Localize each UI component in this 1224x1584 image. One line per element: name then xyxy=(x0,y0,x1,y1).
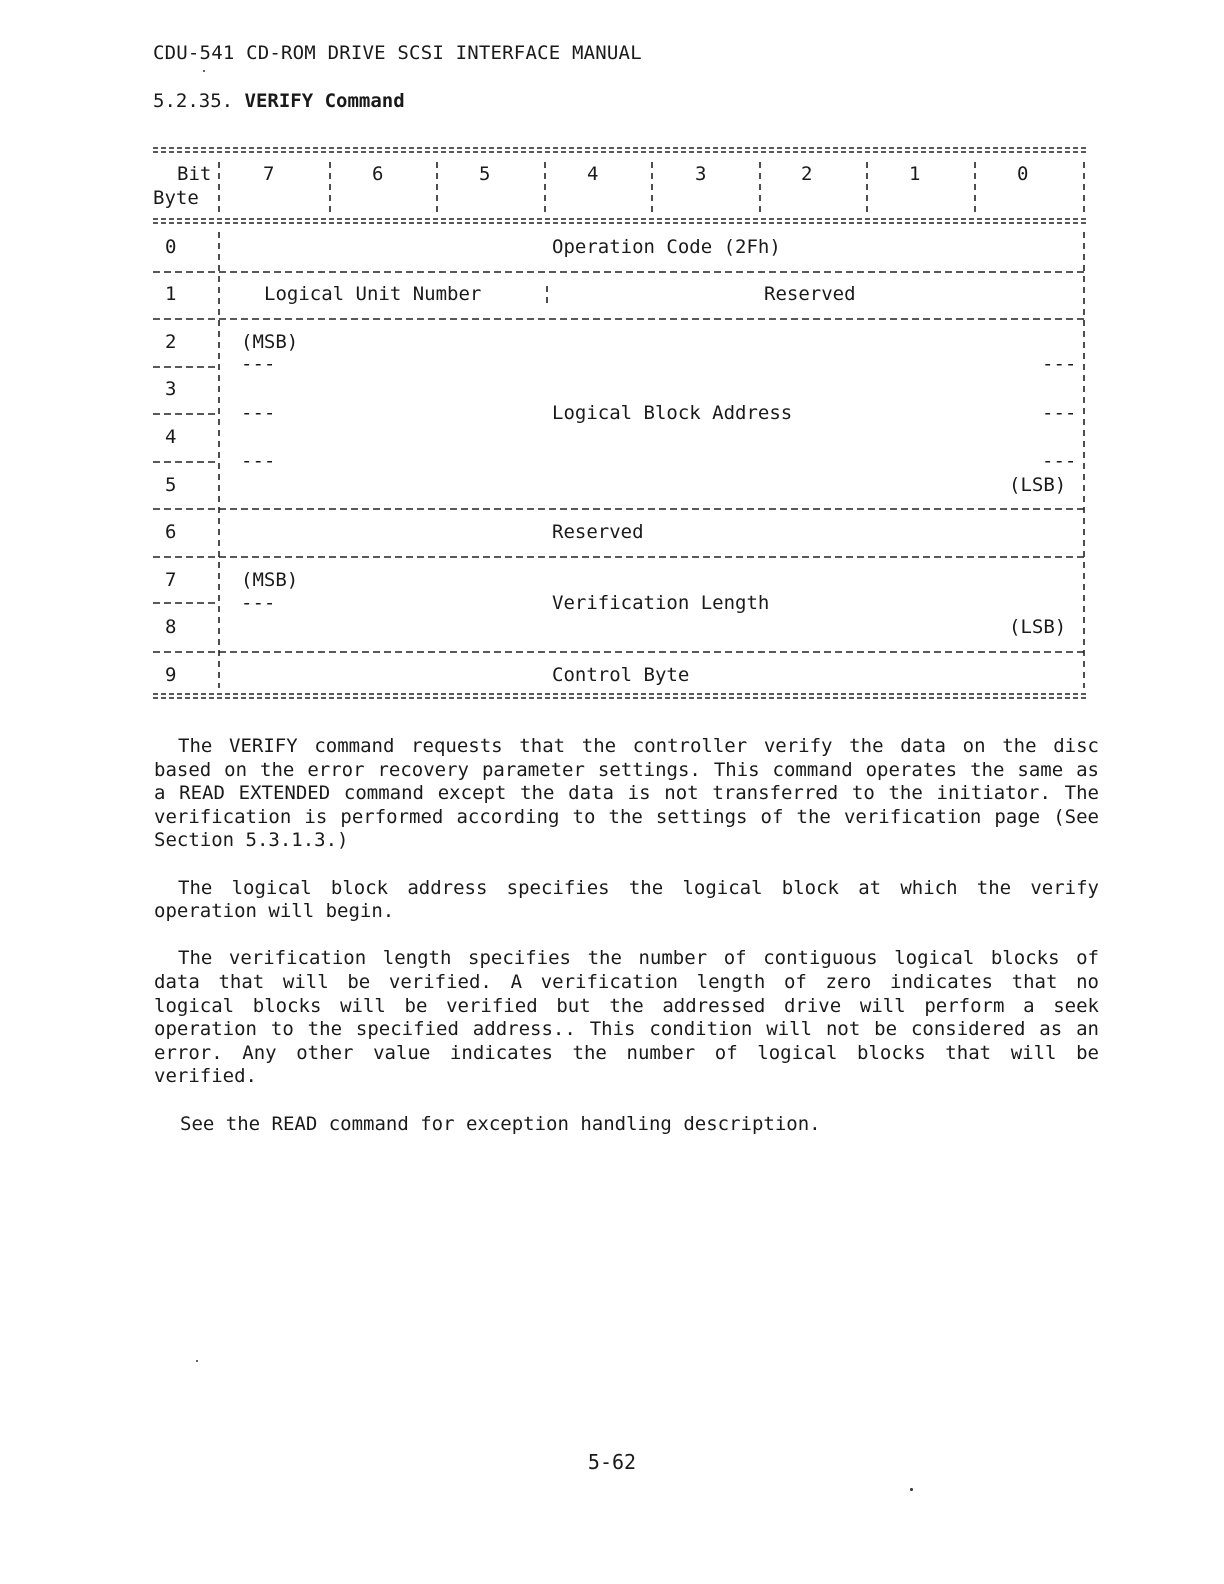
command-descriptor-table xyxy=(153,140,1091,710)
page-number: 5-62 xyxy=(587,1450,637,1474)
manual-title: CDU-541 CD-ROM DRIVE SCSI INTERFACE MANUAL xyxy=(153,42,642,64)
reserved-byte6-field: Reserved xyxy=(552,521,644,543)
operation-code-field: Operation Code (2Fh) xyxy=(552,236,781,258)
section-heading xyxy=(153,90,405,112)
table-rules xyxy=(153,140,1091,710)
vlen-msb: (MSB) xyxy=(241,569,299,591)
lba-dash: --- xyxy=(1042,353,1077,375)
control-byte-field: Control Byte xyxy=(552,664,690,686)
bit-4: 4 xyxy=(587,163,599,185)
lba-dash: --- xyxy=(241,450,276,472)
byte-label: Byte xyxy=(153,187,199,209)
byte-7: 7 xyxy=(165,569,177,591)
verification-length-field: Verification Length xyxy=(552,592,770,614)
lba-dash: --- xyxy=(241,402,276,424)
lba-dash: --- xyxy=(241,353,276,375)
bit-1: 1 xyxy=(909,163,921,185)
bit-2: 2 xyxy=(801,163,813,185)
section-title: VERIFY Command xyxy=(244,90,405,112)
byte-5: 5 xyxy=(165,474,177,496)
byte-1: 1 xyxy=(165,283,177,305)
paragraph: The VERIFY command requests that the controller verify the data on the disc based on the error recovery parameter settings. This command operates the same as a READ EXTENDED command except the data is not transferred to the initiator. The verification is performed according to the settings of the verification page (See Section 5.3.1.3.) xyxy=(154,735,1099,852)
lba-msb: (MSB) xyxy=(241,331,299,353)
byte-2: 2 xyxy=(165,331,177,353)
lba-dash: --- xyxy=(1042,402,1077,424)
lba-lsb: (LSB) xyxy=(1009,474,1067,496)
bit-5: 5 xyxy=(479,163,491,185)
byte-0: 0 xyxy=(165,236,177,258)
bit-3: 3 xyxy=(695,163,707,185)
scan-speck xyxy=(910,1488,913,1491)
byte-4: 4 xyxy=(165,426,177,448)
logical-block-address-field: Logical Block Address xyxy=(552,402,793,424)
lba-dash: --- xyxy=(1042,450,1077,472)
scan-speck xyxy=(196,1360,198,1362)
byte-8: 8 xyxy=(165,616,177,638)
byte-9: 9 xyxy=(165,664,177,686)
logical-unit-number-field: Logical Unit Number xyxy=(264,283,482,305)
byte-3: 3 xyxy=(165,378,177,400)
byte-6: 6 xyxy=(165,521,177,543)
reserved-byte1-field: Reserved xyxy=(764,283,856,305)
scan-speck xyxy=(203,70,205,72)
description-text xyxy=(154,735,1099,1160)
paragraph: The logical block address specifies the logical block at which the verify operation will begin. xyxy=(154,876,1099,923)
paragraph: See the READ command for exception handling description. xyxy=(180,1112,821,1135)
bit-7: 7 xyxy=(263,163,275,185)
bit-label: Bit xyxy=(177,163,212,185)
section-number: 5.2.35. xyxy=(153,90,234,112)
vlen-dash: --- xyxy=(241,592,276,614)
vlen-lsb: (LSB) xyxy=(1009,616,1067,638)
bit-6: 6 xyxy=(372,163,384,185)
bit-0: 0 xyxy=(1017,163,1029,185)
paragraph: The verification length specifies the number of contiguous logical blocks of data that will be verified. A verification length of zero indicates that no logical blocks will be verified but the addressed drive will perform a seek operation to the specified address.. This condition will not be considered as an error. Any other value indicates the number of logical blocks that will be verified. xyxy=(154,947,1099,1088)
